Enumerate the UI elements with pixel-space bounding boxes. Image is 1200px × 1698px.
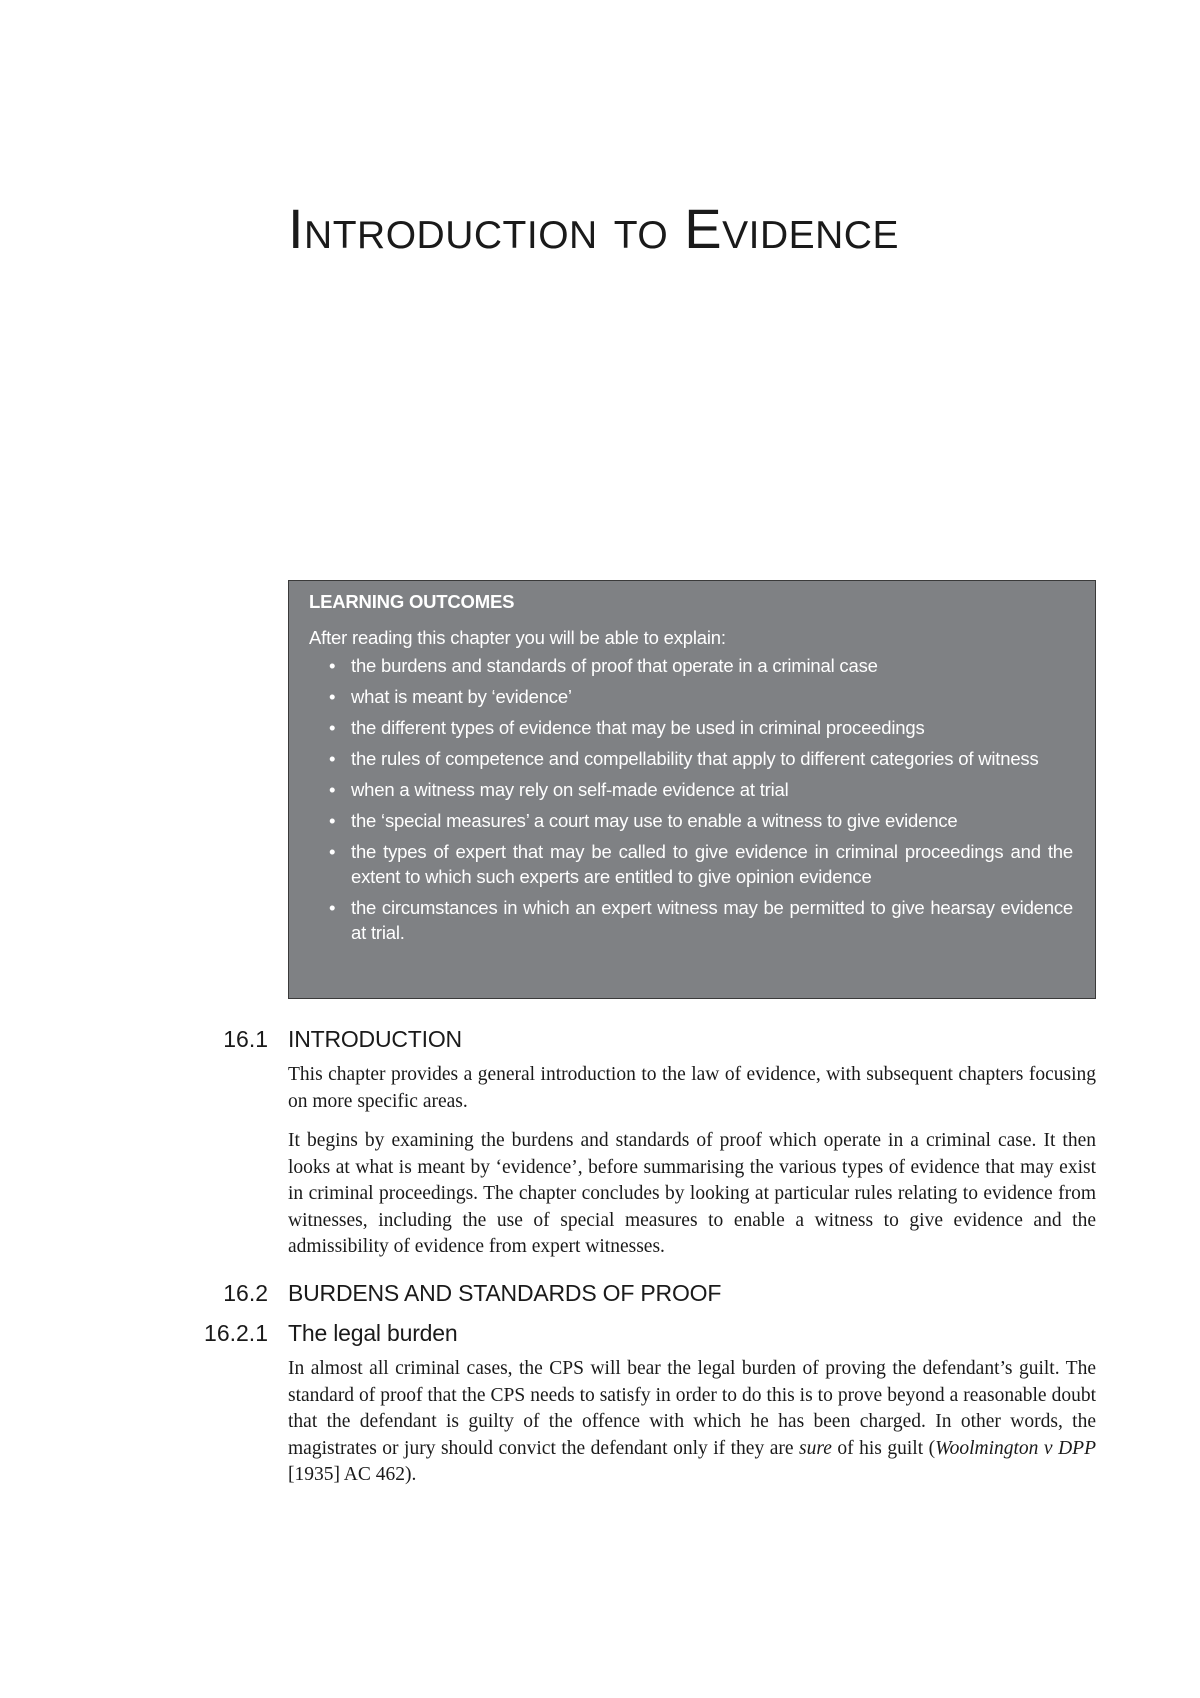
learning-outcome-item bbox=[309, 777, 1073, 802]
bullet-icon: • bbox=[329, 841, 336, 862]
section-heading-introduction: INTRODUCTION bbox=[288, 1026, 462, 1052]
bullet-icon: • bbox=[329, 748, 336, 769]
chapter-title: Introduction to Evidence bbox=[288, 197, 899, 260]
learning-outcomes-list bbox=[309, 653, 1073, 945]
learning-outcome-text: the rules of competence and compellability that apply to different categories of witness bbox=[351, 748, 1039, 769]
learning-outcome-item bbox=[309, 895, 1073, 945]
learning-outcomes-intro: After reading this chapter you will be able to explain: bbox=[309, 627, 726, 648]
learning-outcome-item bbox=[309, 684, 1073, 709]
learning-outcome-item bbox=[309, 839, 1073, 889]
learning-outcome-item bbox=[309, 715, 1073, 740]
case-name: Woolmington v DPP bbox=[935, 1437, 1096, 1459]
legal-burden-text: In almost all criminal cases, the CPS will bear the legal burden of proving the defendant’s guilt. The standard of proof that the CPS needs to satisfy in order to do this is to prove beyond a reasonable doubt that the defendant is guilty of the offence with which he has been charged. In other words, the magistrates or jury should convict the defendant only if they are bbox=[288, 1358, 1096, 1459]
bullet-icon: • bbox=[329, 810, 336, 831]
emphasis-sure: sure bbox=[799, 1437, 832, 1459]
learning-outcome-item bbox=[309, 746, 1073, 771]
case-citation: [1935] AC 462). bbox=[288, 1464, 417, 1485]
learning-outcomes-box bbox=[288, 580, 1096, 999]
bullet-icon: • bbox=[329, 779, 336, 800]
learning-outcome-text: the different types of evidence that may be used in criminal proceedings bbox=[351, 717, 925, 738]
section-heading-burdens: BURDENS AND STANDARDS OF PROOF bbox=[288, 1280, 722, 1306]
legal-burden-paragraph bbox=[288, 1356, 1096, 1489]
intro-paragraph-1: This chapter provides a general introduction to the law of evidence, with subsequent chapters focusing on more specific areas. bbox=[288, 1064, 1096, 1112]
section-number-16-2-1: 16.2.1 bbox=[204, 1320, 268, 1346]
section-number-16-2: 16.2 bbox=[223, 1280, 268, 1306]
subsection-heading-legal-burden: The legal burden bbox=[288, 1320, 458, 1346]
learning-outcome-item bbox=[309, 808, 1073, 833]
learning-outcome-item bbox=[309, 653, 1073, 678]
legal-burden-text-cont: of his guilt ( bbox=[831, 1437, 936, 1459]
learning-outcome-text: the types of expert that may be called to give evidence in criminal proceedings and the extent to which such experts are entitled to give opinion evidence bbox=[351, 841, 1073, 887]
section-number-16-1: 16.1 bbox=[223, 1026, 268, 1052]
learning-outcome-text: when a witness may rely on self-made evidence at trial bbox=[351, 779, 789, 800]
learning-outcome-text: what is meant by ‘evidence’ bbox=[351, 686, 572, 707]
intro-paragraph-2: It begins by examining the burdens and standards of proof which operate in a criminal case. It then looks at what is meant by ‘evidence’, before summarising the various types of evidence that may exist in criminal proceedings. The chapter concludes by looking at particular rules relating to evidence from witnesses, including the use of special measures to enable a witness to give evidence and the admissibility of evidence from expert witnesses. bbox=[288, 1130, 1096, 1257]
bullet-icon: • bbox=[329, 897, 336, 918]
learning-outcome-text: the circumstances in which an expert witness may be permitted to give hearsay evidence at trial. bbox=[351, 897, 1073, 943]
learning-outcomes-heading: LEARNING OUTCOMES bbox=[309, 591, 515, 612]
bullet-icon: • bbox=[329, 655, 336, 676]
bullet-icon: • bbox=[329, 686, 336, 707]
learning-outcome-text: the burdens and standards of proof that operate in a criminal case bbox=[351, 655, 878, 676]
learning-outcome-text: the ‘special measures’ a court may use to enable a witness to give evidence bbox=[351, 810, 958, 831]
bullet-icon: • bbox=[329, 717, 336, 738]
